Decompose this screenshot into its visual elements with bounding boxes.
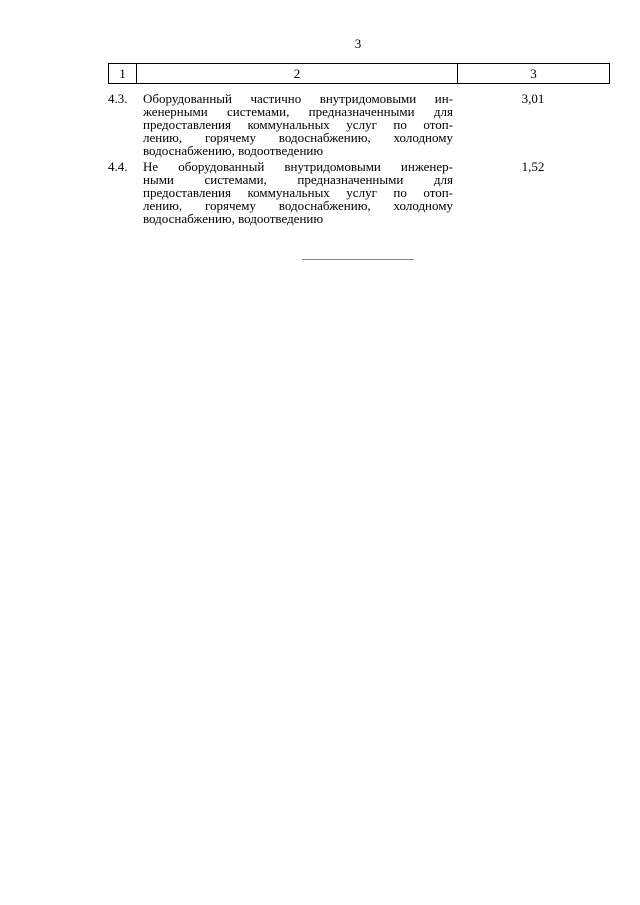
row-value: 3,01: [521, 91, 545, 106]
row-description-line: предоставления коммунальных услуг по отоп-: [143, 117, 453, 132]
row-description-line: предоставления коммунальных услуг по отоп-: [143, 185, 453, 200]
row-description-line: ными системами, предназначенными для: [143, 172, 453, 187]
row-description-line: Не оборудованный внутридомовыми инженер-: [143, 159, 453, 174]
row-description-line: водоснабжению, водоотведению: [143, 211, 324, 226]
row-number: 4.4.: [108, 159, 128, 174]
row-description-line: Оборудованный частично внутридомовыми ин-: [143, 91, 453, 106]
table-header: [108, 63, 610, 84]
row-description-line: лению, горячему водоснабжению, холодному: [143, 130, 453, 145]
end-divider: [302, 259, 414, 260]
row-number: 4.3.: [108, 91, 128, 106]
table-row: [108, 92, 609, 158]
row-description-line: водоснабжению, водоотведению: [143, 143, 324, 158]
page-number: 3: [354, 36, 362, 51]
row-value: 1,52: [521, 159, 545, 174]
column-header-2: 2: [137, 64, 458, 84]
table-row: [108, 160, 609, 226]
column-header-1: 1: [109, 64, 137, 84]
row-description: [143, 160, 453, 225]
row-description: [143, 92, 453, 157]
row-description-line: лению, горячему водоснабжению, холодному: [143, 198, 453, 213]
row-description-line: женерными системами, предназначенными для: [143, 104, 453, 119]
column-header-3: 3: [458, 64, 610, 84]
table-header-row: [109, 64, 610, 84]
